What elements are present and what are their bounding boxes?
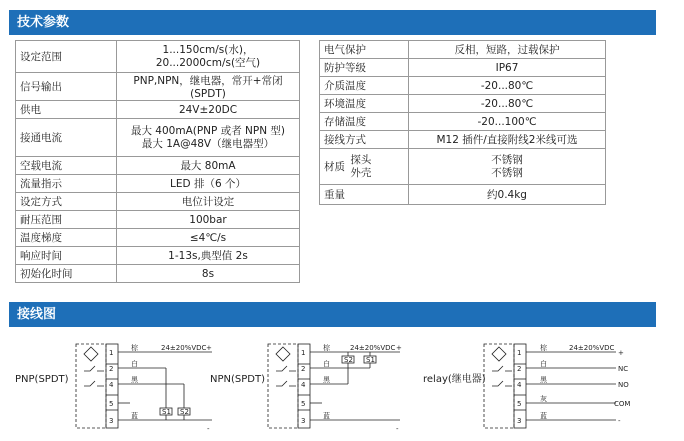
no-terminal-label: NO [618,381,629,389]
spec-value: PNP,NPN，继电器，常开+常闭(SPDT) [117,73,300,101]
pin-number: 1 [517,349,522,357]
pin-number: 5 [301,400,306,408]
spec-label: 供电 [16,101,117,119]
wire-color-label: 黑 [131,376,138,384]
material-housing-label: 外壳 [350,166,372,179]
specs-section-header: 技术参数 [9,10,656,35]
spec-label: 初始化时间 [16,265,117,283]
wiring-section-header: 接线图 [9,302,656,327]
spec-label: 信号输出 [16,73,117,101]
switch-contact-icon [492,366,512,371]
wire-color-label: 白 [323,360,330,368]
relay-diagram [484,344,616,428]
material-probe-value: 不锈钢 [491,153,523,166]
spec-label: 流量指示 [16,175,117,193]
spec-value: -20...80℃ [409,77,606,95]
spec-label: 接通电流 [16,119,117,157]
wire-color-label: 黑 [540,376,547,384]
switch-contact-icon [492,381,512,386]
pnp-diagram [76,344,212,428]
s1-label: S1 [366,356,375,364]
switch-contact-icon [276,366,296,371]
spec-label: 设定范围 [16,41,117,73]
pin-number: 5 [517,400,522,408]
spec-value: -20...80℃ [409,95,606,113]
pin-number: 4 [517,381,522,389]
com-terminal-label: COM [614,400,631,408]
spec-value: 24V±20DC [117,101,300,119]
spec-value-line: 最大 400mA(PNP 或者 NPN 型) [130,124,286,137]
spec-label: 设定方式 [16,193,117,211]
spec-label: 接线方式 [320,131,409,149]
spec-value: 电位计设定 [117,193,300,211]
supply-voltage-label: 24±20%VDC [161,344,207,352]
wire-color-label: 棕 [323,344,330,352]
spec-label: 存储温度 [320,113,409,131]
wire-color-label: 蓝 [131,412,138,420]
spec-value: IP67 [409,59,606,77]
material-housing-value: 不锈钢 [491,166,523,179]
wire-color-label: 棕 [540,344,547,352]
wire-color-label: 灰 [540,395,547,403]
wire-color-label: 棕 [131,344,138,352]
plus-sign: + [618,349,624,357]
plus-sign: + [206,344,212,352]
switch-contact-icon [276,381,296,386]
spec-value-line: 最大 1A@48V（继电器型） [141,137,275,150]
wire-color-label: 白 [540,360,547,368]
nc-terminal-label: NC [618,365,629,373]
pnp-label: PNP(SPDT) [15,374,69,385]
spec-label: 空载电流 [16,157,117,175]
spec-label: 耐压范围 [16,211,117,229]
npn-label: NPN(SPDT) [210,374,265,385]
wire-color-label: 蓝 [540,412,547,420]
spec-value: M12 插件/直接附线2米线可选 [409,131,606,149]
spec-value-line: 20...2000cm/s(空气) [155,56,261,69]
spec-label: 防护等级 [320,59,409,77]
wire-color-label: 蓝 [323,412,330,420]
spec-label: 环境温度 [320,95,409,113]
supply-voltage-label: 24±20%VDC [350,344,396,352]
pin-number: 3 [301,417,306,425]
pin-number: 4 [301,381,306,389]
pin-number: 2 [301,365,306,373]
sensor-symbol-icon [84,347,98,361]
minus-sign: - [396,425,399,433]
pin-number: 5 [109,400,114,408]
npn-diagram [268,344,400,428]
spec-label: 介质温度 [320,77,409,95]
wire-color-label: 白 [131,360,138,368]
pin-number: 3 [109,417,114,425]
spec-value: 约0.4kg [409,185,606,205]
minus-sign: - [618,417,621,425]
spec-label: 电气保护 [320,41,409,59]
minus-sign: - [207,425,210,433]
spec-value: -20...100℃ [409,113,606,131]
plus-sign: + [396,344,402,352]
spec-value: LED 排（6 个） [117,175,300,193]
spec-value: 8s [117,265,300,283]
material-probe-label: 探头 [350,153,372,166]
spec-value: 反相，短路，过载保护 [409,41,606,59]
sensor-symbol-icon [276,347,290,361]
spec-value: ≤4℃/s [117,229,300,247]
pin-number: 3 [517,417,522,425]
spec-value: 最大 80mA [117,157,300,175]
spec-value: 1-13s,典型值 2s [117,247,300,265]
switch-contact-icon [84,366,104,371]
s1-label: S1 [162,408,171,416]
spec-label: 重量 [320,185,409,205]
spec-label: 温度梯度 [16,229,117,247]
wire-color-label: 黑 [323,376,330,384]
pin-number: 1 [301,349,306,357]
relay-label: relay(继电器) [423,374,486,385]
sensor-symbol-icon [492,347,506,361]
pin-number: 4 [109,381,114,389]
supply-voltage-label: 24±20%VDC [569,344,615,352]
switch-contact-icon [84,381,104,386]
spec-value-line: 1...150cm/s(水)， [162,43,254,56]
pin-number: 1 [109,349,114,357]
pin-number: 2 [109,365,114,373]
pin-number: 2 [517,365,522,373]
s2-label: S2 [180,408,189,416]
s2-label: S2 [344,356,353,364]
spec-label: 响应时间 [16,247,117,265]
spec-value: 100bar [117,211,300,229]
material-label: 材质 [324,160,345,173]
